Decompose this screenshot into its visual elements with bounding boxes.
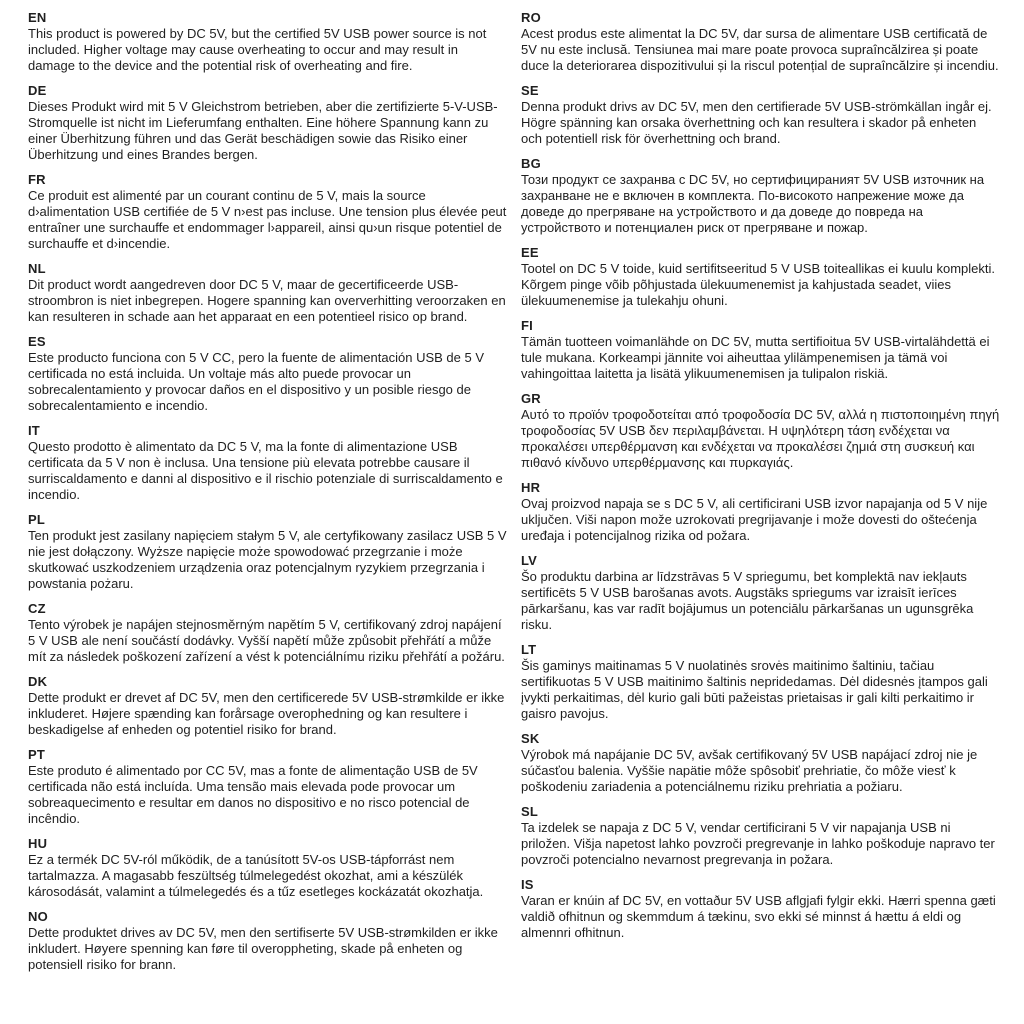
language-section-ee <box>521 245 1000 309</box>
language-code: LV <box>521 553 538 568</box>
language-section-cz <box>28 601 507 665</box>
warning-text: Šis gaminys maitinamas 5 V nuolatinės srovės maitinimo šaltiniu, tačiau sertifikuotas 5 V USB maitinimo šaltinis nepridedamas. Dėl didesnės įtampos gali įvykti perkaitimas, dėl kurio gali būti pažeistas prietaisas ir gali kilti perkaitimo ir gaisro pavojus. <box>521 658 988 721</box>
warning-text: Този продукт се захранва с DC 5V, но сертифицираният 5V USB източник на захранване не е включен в комплекта. По-високото напрежение може да доведе до прегряване на устройството и да доведе до повреда на устройството и потенциален риск от прегряване и пожар. <box>521 172 985 235</box>
language-section-hr <box>521 480 1000 544</box>
language-section-it <box>28 423 507 503</box>
language-section-fr <box>28 172 507 252</box>
warning-text: Este producto funciona con 5 V CC, pero la fuente de alimentación USB de 5 V certificada no está incluida. Un voltaje más alto puede provocar un sobrecalentamiento y provocar daños en el dispositivo y un posible riesgo de sobrecalentamiento e incendio. <box>28 350 484 413</box>
language-section-en <box>28 10 507 74</box>
warning-text: Ce produit est alimenté par un courant continu de 5 V, mais la source d›alimentation USB certifiée de 5 V n›est pas incluse. Une tension plus élevée peut entraîner une surchauffe et endommager l›appareil, ainsi qu›un risque potentiel de surchauffe et d›incendie. <box>28 188 507 251</box>
warning-text: Ovaj proizvod napaja se s DC 5 V, ali certificirani USB izvor napajanja od 5 V nije uključen. Viši napon može uzrokovati pregrijavanje i može dovesti do oštećenja uređaja i potencijalnog rizika od požara. <box>521 496 988 543</box>
warning-text: Αυτό το προϊόν τροφοδοτείται από τροφοδοσία DC 5V, αλλά η πιστοποιημένη πηγή τροφοδοσίας 5V USB δεν περιλαμβάνεται. Η υψηλότερη τάση ενδέχεται να προκαλέσει υπερθέρμανση και ενδέχεται να προκαλέσει ζημιά στη συσκευή και πιθανό κίνδυνο υπερθέρμανσης και πυρκαγιάς. <box>521 407 1000 470</box>
warning-text: Dieses Produkt wird mit 5 V Gleichstrom betrieben, aber die zertifizierte 5-V-USB-Stromquelle ist nicht im Lieferumfang enthalten. Eine höhere Spannung kann zu einer Überhitzung führen und das Gerät beschädigen sowie das Risiko einer Überhitzung und eines Brandes bergen. <box>28 99 498 162</box>
language-section-fi <box>521 318 1000 382</box>
language-section-gr <box>521 391 1000 471</box>
language-code: LT <box>521 642 537 657</box>
language-code: GR <box>521 391 541 406</box>
warning-text: Ta izdelek se napaja z DC 5 V, vendar certificirani 5 V vir napajanja USB ni priložen. Višja napetost lahko povzroči pregrevanje in lahko poškoduje napravo ter povzroči potencialno nevarnost pregrevanja in požara. <box>521 820 995 867</box>
language-section-no <box>28 909 507 973</box>
language-section-nl <box>28 261 507 325</box>
warning-text: Tento výrobek je napájen stejnosměrným napětím 5 V, certifikovaný zdroj napájení 5 V USB ale není součástí dodávky. Vyšší napětí může způsobit přehřátí a může mít za následek poškození zařízení a vést k potenciálnímu riziku přehřátí a požáru. <box>28 617 505 664</box>
language-code: SL <box>521 804 539 819</box>
language-section-lv <box>521 553 1000 633</box>
language-section-pt <box>28 747 507 827</box>
language-code: IT <box>28 423 40 438</box>
warning-text: Acest produs este alimentat la DC 5V, dar sursa de alimentare USB certificată de 5V nu este inclusă. Tensiunea mai mare poate provoca supraîncălzirea și poate duce la deteriorarea dispozitivului și la riscul potențial de supraîncălzire și incendiu. <box>521 26 999 73</box>
warning-text: Este produto é alimentado por CC 5V, mas a fonte de alimentação USB de 5V certificada não está incluída. Uma tensão mais elevada pode provocar um sobreaquecimento e resultar em danos no dispositivo e no risco potencial de incêndio. <box>28 763 478 826</box>
left-column <box>28 10 507 1016</box>
warning-text: Ten produkt jest zasilany napięciem stałym 5 V, ale certyfikowany zasilacz USB 5 V nie jest dołączony. Wyższe napięcie może spowodować przegrzanie i może skutkować uszkodzeniem urządzenia oraz potencjalnym ryzykiem przegrzania i powstania pożaru. <box>28 528 507 591</box>
warning-text: Dit product wordt aangedreven door DC 5 V, maar de gecertificeerde USB-stroombron is niet inbegrepen. Hogere spanning kan oververhitting veroorzaken en kan resulteren in schade aan het apparaat en een potentieel risico op brand. <box>28 277 506 324</box>
language-code: NL <box>28 261 46 276</box>
language-section-de <box>28 83 507 163</box>
warning-text: Dette produkt er drevet af DC 5V, men den certificerede 5V USB-strømkilde er ikke inkluderet. Højere spænding kan forårsage overophedning og kan resultere i beskadigelse af enheden og potentiel risiko for brand. <box>28 690 505 737</box>
language-section-es <box>28 334 507 414</box>
language-code: FI <box>521 318 533 333</box>
language-code: DK <box>28 674 48 689</box>
language-section-hu <box>28 836 507 900</box>
language-code: ES <box>28 334 46 349</box>
language-code: SE <box>521 83 539 98</box>
language-code: DE <box>28 83 47 98</box>
warning-text: Ez a termék DC 5V-ról működik, de a tanúsított 5V-os USB-tápforrást nem tartalmazza. A magasabb feszültség túlmelegedést okozhat, ami a készülék károsodását, valamint a túlmelegedés és a tűz esetleges kockázatát okozhatja. <box>28 852 484 899</box>
language-section-se <box>521 83 1000 147</box>
language-code: IS <box>521 877 534 892</box>
language-section-sk <box>521 731 1000 795</box>
language-code: HR <box>521 480 541 495</box>
warning-text: Denna produkt drivs av DC 5V, men den certifierade 5V USB-strömkällan ingår ej. Högre spänning kan orsaka överhettning och kan resultera i skador på enheten och potentiell risk för överhettning och brand. <box>521 99 992 146</box>
language-code: BG <box>521 156 541 171</box>
language-section-lt <box>521 642 1000 722</box>
language-code: PL <box>28 512 46 527</box>
warning-text: Dette produktet drives av DC 5V, men den sertifiserte 5V USB-strømkilden er ikke inkludert. Høyere spenning kan føre til overoppheting, skade på enheten og potensiell risiko for brann. <box>28 925 498 972</box>
language-section-dk <box>28 674 507 738</box>
language-section-ro <box>521 10 1000 74</box>
warning-text: Šo produktu darbina ar līdzstrāvas 5 V spriegumu, bet komplektā nav iekļauts sertificēts 5 V USB barošanas avots. Augstāks spriegums var izraisīt ierīces pārkaršanu, kas var radīt bojājumus un potenciālu pārkaršanas un ugunsgrēka risku. <box>521 569 974 632</box>
warning-text: Tämän tuotteen voimanlähde on DC 5V, mutta sertifioitua 5V USB-virtalähdettä ei tule mukana. Korkeampi jännite voi aiheuttaa ylilämpenemisen ja tämä voi vahingoittaa laitetta ja lisätä ylikuumenemisen ja tulipalon riskiä. <box>521 334 990 381</box>
language-code: RO <box>521 10 541 25</box>
warning-text: Questo prodotto è alimentato da DC 5 V, ma la fonte di alimentazione USB certificata da 5 V non è inclusa. Una tensione più elevata potrebbe causare il surriscaldamento e danni al dispositivo e il rischio potenziale di surriscaldamento e incendio. <box>28 439 503 502</box>
language-code: SK <box>521 731 540 746</box>
right-column <box>521 10 1000 1016</box>
language-code: PT <box>28 747 46 762</box>
language-code: EN <box>28 10 47 25</box>
language-section-sl <box>521 804 1000 868</box>
language-section-bg <box>521 156 1000 236</box>
language-section-is <box>521 877 1000 941</box>
language-code: EE <box>521 245 539 260</box>
language-section-pl <box>28 512 507 592</box>
warning-text: Výrobok má napájanie DC 5V, avšak certifikovaný 5V USB napájací zdroj nie je súčasťou balenia. Vyššie napätie môže spôsobiť prehriatie, čo môže viesť k poškodeniu zariadenia a potenciálnemu riziku prehriatia a požiaru. <box>521 747 978 794</box>
language-code: CZ <box>28 601 46 616</box>
language-code: HU <box>28 836 48 851</box>
warning-text: Tootel on DC 5 V toide, kuid sertifitseeritud 5 V USB toiteallikas ei kuulu komplekti. Kõrgem pinge võib põhjustada ülekuumenemist ja kahjustada seadet, viies ülekuumenemise ja tulekahju ohuni. <box>521 261 996 308</box>
warning-text: Varan er knúin af DC 5V, en vottaður 5V USB aflgjafi fylgir ekki. Hærri spenna gæti valdið ofhitnun og skemmdum á tækinu, svo ekki sé minnst á hættu á eldi og almennri ofhitnun. <box>521 893 996 940</box>
language-code: FR <box>28 172 46 187</box>
warning-text: This product is powered by DC 5V, but the certified 5V USB power source is not included. Higher voltage may cause overheating to occur and may result in damage to the device and the potential risk of overheating and fire. <box>28 26 487 73</box>
language-code: NO <box>28 909 48 924</box>
